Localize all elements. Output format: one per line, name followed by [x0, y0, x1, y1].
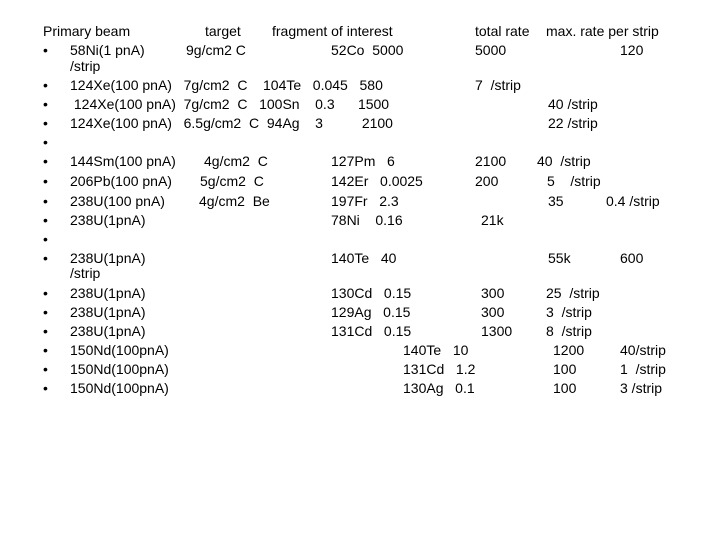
header-total-rate: total rate: [475, 23, 530, 39]
row-max-rate: 55k: [548, 250, 571, 266]
row-beam: 238U(1pnA): [70, 212, 146, 228]
row-total-rate: 2100: [475, 153, 507, 169]
row-max-rate: 25 /strip: [546, 285, 600, 301]
row-fragment: 52Co 5000: [331, 42, 404, 58]
bullet: •: [43, 134, 48, 150]
row-fragment: 142Er 0.0025: [331, 173, 423, 189]
row-max-rate: 5 /strip: [547, 173, 601, 189]
row-max-rate: 120: [620, 42, 644, 58]
row-fragment: 140Te 40: [331, 250, 397, 266]
row-fragment: 78Ni 0.16: [331, 212, 403, 228]
bullet: •: [43, 96, 48, 112]
row-beam: 144Sm(100 pnA): [70, 153, 176, 169]
row-beam: 238U(100 pnA): [70, 193, 165, 209]
bullet: •: [43, 153, 48, 169]
row-target: 5g/cm2 C: [200, 173, 264, 189]
row-max-rate: 100: [553, 361, 577, 377]
bullet: •: [43, 42, 48, 58]
row-beam: 150Nd(100pnA): [70, 361, 169, 377]
row-total-rate: 21k: [481, 212, 504, 228]
bullet: •: [43, 193, 48, 209]
row-total-rate: 1300: [481, 323, 513, 339]
row-max-rate-secondary: 1 /strip: [620, 361, 666, 377]
row-fragment: 131Cd 0.15: [331, 323, 412, 339]
row-beam: 124Xe(100 pnA) 6.5g/cm2 C 94Ag 3 2100: [70, 115, 393, 131]
row-beam: 206Pb(100 pnA): [70, 173, 172, 189]
row-beam: 58Ni(1 pnA): [70, 42, 145, 58]
row-max-rate: 8 /strip: [546, 323, 592, 339]
row-max-rate: 3 /strip: [546, 304, 592, 320]
bullet: •: [43, 380, 48, 396]
row-total-rate: 7 /strip: [475, 77, 521, 93]
row-max-rate: 100: [553, 380, 577, 396]
row-beam: 150Nd(100pnA): [70, 342, 169, 358]
row-max-rate-secondary: 0.4 /strip: [606, 193, 660, 209]
row-total-rate: 300: [481, 304, 505, 320]
row-fragment: 140Te 10: [403, 342, 469, 358]
row-beam: 124Xe(100 pnA) 7g/cm2 C 104Te 0.045 580: [70, 77, 383, 93]
row-target: 9g/cm2 C: [186, 42, 246, 58]
bullet: •: [43, 212, 48, 228]
row-beam: 150Nd(100pnA): [70, 380, 169, 396]
row-max-rate: 22 /strip: [548, 115, 598, 131]
row-fragment: 130Cd 0.15: [331, 285, 412, 301]
row-beam: 238U(1pnA): [70, 285, 146, 301]
header-fragment: fragment of interest: [272, 23, 393, 39]
row-max-rate-secondary: 600: [620, 250, 644, 266]
bullet: •: [43, 361, 48, 377]
row-max-rate-secondary: 40/strip: [620, 342, 666, 358]
row-max-rate-secondary: 3 /strip: [620, 380, 663, 396]
row-max-rate: 1200: [553, 342, 585, 358]
row-fragment: 131Cd 1.2: [403, 361, 476, 377]
row-target: 4g/cm2 Be: [199, 193, 270, 209]
row-max-rate: 35: [548, 193, 564, 209]
row-beam: 238U(1pnA): [70, 304, 146, 320]
header-max-rate: max. rate per strip: [546, 23, 659, 39]
row-fragment: 197Fr 2.3: [331, 193, 399, 209]
row-max-rate: 40 /strip: [537, 153, 591, 169]
row-continuation: /strip: [70, 265, 101, 281]
row-continuation: /strip: [70, 58, 101, 74]
bullet: •: [43, 250, 48, 266]
row-fragment: 130Ag 0.1: [403, 380, 475, 396]
bullet: •: [43, 173, 48, 189]
row-beam: 238U(1pnA): [70, 323, 146, 339]
row-fragment: 127Pm 6: [331, 153, 395, 169]
bullet: •: [43, 342, 48, 358]
bullet: •: [43, 231, 48, 247]
header-target: target: [205, 23, 241, 39]
row-beam: 124Xe(100 pnA) 7g/cm2 C 100Sn 0.3 1500: [70, 96, 390, 112]
row-beam: 238U(1pnA): [70, 250, 146, 266]
row-total-rate: 300: [481, 285, 505, 301]
bullet: •: [43, 285, 48, 301]
row-fragment: 129Ag 0.15: [331, 304, 411, 320]
row-total-rate: 200: [475, 173, 499, 189]
row-max-rate: 40 /strip: [548, 96, 598, 112]
bullet: •: [43, 77, 48, 93]
bullet: •: [43, 115, 48, 131]
bullet: •: [43, 304, 48, 320]
bullet: •: [43, 323, 48, 339]
row-total-rate: 5000: [475, 42, 507, 58]
row-target: 4g/cm2 C: [204, 153, 268, 169]
header-primary-beam: Primary beam: [43, 23, 131, 39]
